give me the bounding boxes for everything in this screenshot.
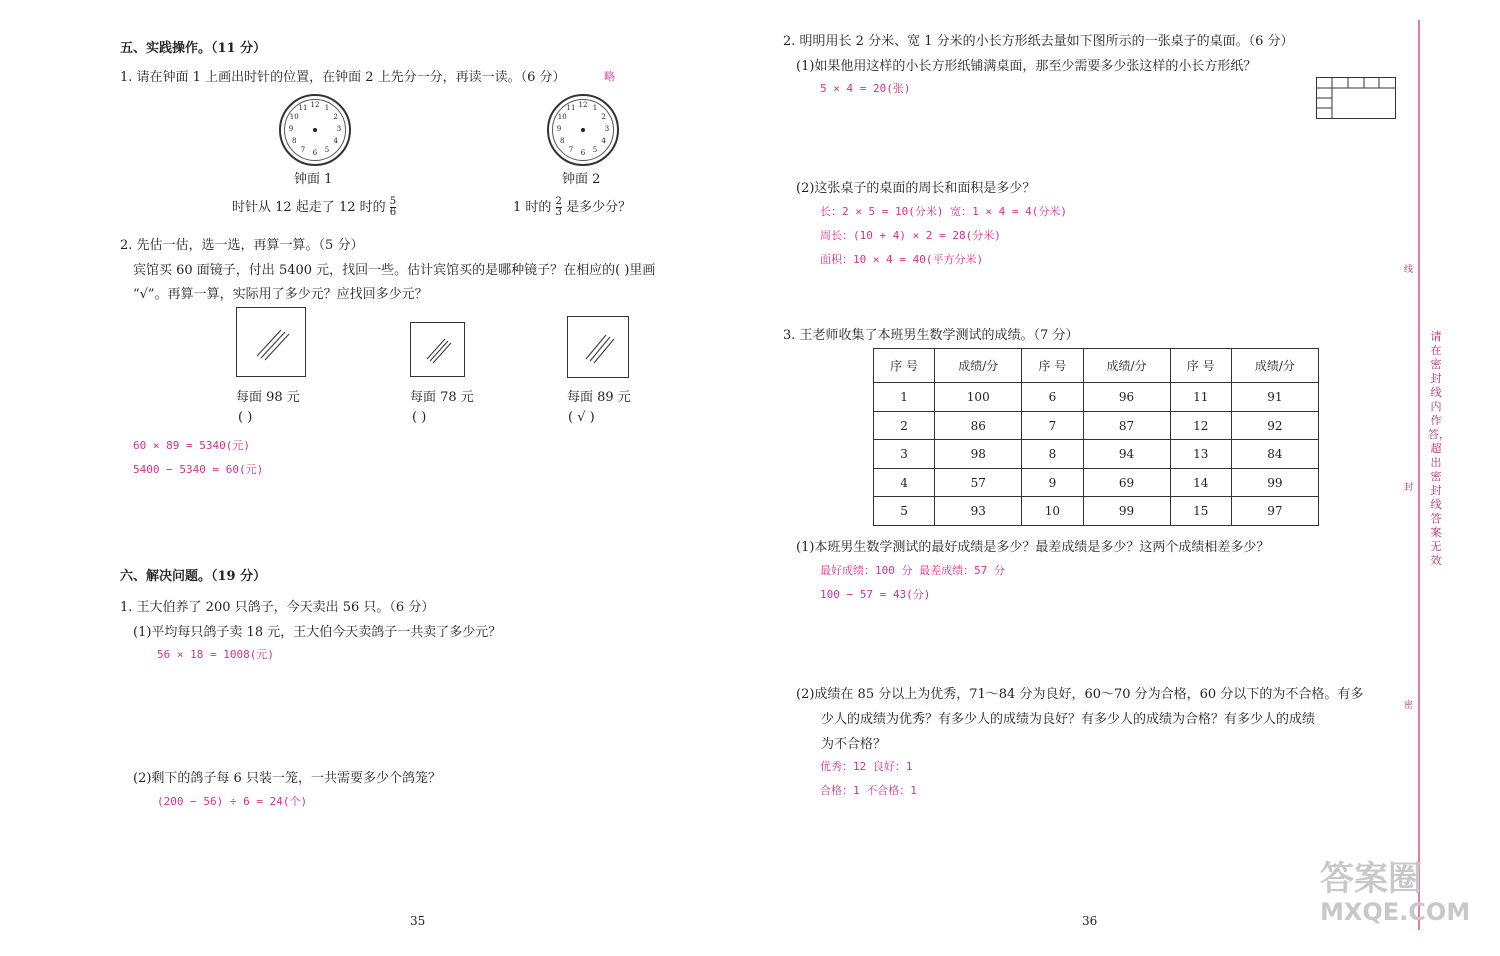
table-header-row (874, 349, 1319, 383)
clock-numeral: 10 (289, 113, 299, 121)
r-question3-text: 3. 王老师收集了本班男生数学测试的成绩。（7 分） (783, 328, 1079, 343)
clock2-caption: 1 时的 $\frac{2}{3}$ 是多少分？ (513, 196, 632, 218)
mirror-image-2 (410, 322, 465, 377)
r-question3-sub2-answer-1: 优秀：12 良好：1 (820, 760, 913, 773)
table-header: 序 号 (874, 349, 935, 383)
table-cell: 100 (935, 383, 1022, 412)
table-cell: 5 (874, 497, 935, 526)
clock-numeral: 2 (601, 113, 607, 121)
mirror-price-2: 每面 78 元 (410, 390, 474, 405)
clock-face-2 (547, 94, 619, 166)
mirror-price-1: 每面 98 元 (236, 390, 300, 405)
seal-mark-2: 封 (1404, 483, 1414, 493)
clock2-label: 钟面 2 (562, 172, 601, 187)
table-cell: 14 (1170, 468, 1231, 497)
table-cell: 2 (874, 411, 935, 440)
question1-text: 1. 请在钟面 1 上画出时针的位置，在钟面 2 上先分一分，再读一读。（6 分） (120, 70, 566, 85)
r-question3-sub2-line3: 为不合格？ (821, 737, 887, 752)
clock-numeral: 9 (556, 125, 562, 133)
table-cell: 6 (1022, 383, 1083, 412)
problem1-text: 1. 王大伯养了 200 只鸽子，今天卖出 56 只。（6 分） (120, 600, 435, 615)
r-question3-sub1-answer-2: 100 − 57 = 43(分) (820, 588, 931, 601)
clock-numeral: 3 (604, 125, 610, 133)
mirror-choice-3: ( √ ) (568, 410, 595, 425)
clock-numeral: 1 (324, 104, 330, 113)
table-row (874, 411, 1319, 440)
clock1-caption: 时针从 12 起走了 12 时的 $\frac{5}{6}$ (232, 196, 397, 218)
question2-answer-2: 5400 − 5340 = 60(元) (133, 463, 264, 476)
table-cell: 84 (1231, 440, 1318, 469)
table-row (874, 468, 1319, 497)
table-cell: 10 (1022, 497, 1083, 526)
r-question3-sub2-answer-2: 合格：1 不合格：1 (820, 784, 917, 797)
clock-numeral: 4 (601, 137, 607, 145)
r-question3-sub2-line2: 少人的成绩为优秀？有多少人的成绩为良好？有多少人的成绩为合格？有多少人的成绩 (821, 712, 1316, 727)
table-cell: 99 (1231, 468, 1318, 497)
r-question2-sub2: (2)这张桌子的桌面的周长和面积是多少？ (796, 181, 1036, 196)
table-cell: 69 (1083, 468, 1170, 497)
table-cell: 97 (1231, 497, 1318, 526)
fraction-denominator: 3 (555, 207, 562, 218)
clock-numeral: 1 (592, 104, 598, 113)
table-row (874, 440, 1319, 469)
r-question3-sub1: (1)本班男生数学测试的最好成绩是多少？最差成绩是多少？这两个成绩相差多少？ (796, 540, 1270, 555)
clock-numeral: 8 (291, 137, 297, 145)
fraction-denominator: 6 (389, 207, 397, 218)
table-header: 序 号 (1022, 349, 1083, 383)
clock-numeral: 7 (300, 145, 306, 154)
page-number-left: 35 (410, 914, 426, 928)
problem1-sub1-answer: 56 × 18 = 1008(元) (157, 648, 274, 661)
clock-numeral: 2 (333, 113, 339, 121)
table-cell: 1 (874, 383, 935, 412)
question2-line1: 宾馆买 60 面镜子，付出 5400 元，找回一些。估计宾馆买的是哪种镜子？在相应的( )里画 (133, 263, 656, 278)
question2-answer-1: 60 × 89 = 5340(元) (133, 439, 250, 452)
table-cell: 92 (1231, 411, 1318, 440)
table-cell: 86 (935, 411, 1022, 440)
clock-numeral: 5 (324, 145, 330, 154)
table-cell: 98 (935, 440, 1022, 469)
table-header: 成绩/分 (1083, 349, 1170, 383)
table-cell: 94 (1083, 440, 1170, 469)
problem1-sub1: (1)平均每只鸽子卖 18 元，王大伯今天卖鸽子一共卖了多少元？ (133, 625, 502, 640)
question2-line2: “√”。再算一算，实际用了多少元？应找回多少元？ (133, 287, 428, 302)
tabletop-grid-diagram (1316, 77, 1396, 119)
table-cell: 15 (1170, 497, 1231, 526)
table-cell: 96 (1083, 383, 1170, 412)
table-cell: 3 (874, 440, 935, 469)
section6-title: 六、解决问题。（19 分） (120, 569, 267, 584)
table-cell: 11 (1170, 383, 1231, 412)
clock-numeral: 6 (312, 149, 318, 157)
fraction-numerator: 5 (389, 196, 397, 207)
table-header: 成绩/分 (935, 349, 1022, 383)
r-question3-sub1-answer-1: 最好成绩：100 分 最差成绩：57 分 (820, 564, 1005, 577)
seal-mark-3: 密 (1404, 701, 1414, 711)
table-cell: 12 (1170, 411, 1231, 440)
mirror-price-3: 每面 89 元 (567, 390, 631, 405)
table-cell: 13 (1170, 440, 1231, 469)
table-header: 成绩/分 (1231, 349, 1318, 383)
r-question2-sub2-answer-1: 长：2 × 5 = 10(分米) 宽：1 × 4 = 4(分米) (820, 205, 1067, 218)
seal-line (1418, 20, 1420, 930)
table-cell: 7 (1022, 411, 1083, 440)
r-question2-sub2-answer-2: 周长：(10 + 4) × 2 = 28(分米) (820, 229, 1001, 242)
table-row (874, 383, 1319, 412)
seal-line-notice: 请在密封线内作答，超出密封线答案无效 (1428, 330, 1450, 567)
fraction-numerator: 2 (555, 196, 562, 207)
mirror-image-3 (567, 316, 629, 378)
mirror-choice-2: ( ) (412, 410, 427, 425)
clock-numeral: 12 (578, 101, 588, 109)
clock-numeral: 11 (566, 104, 576, 113)
table-cell: 8 (1022, 440, 1083, 469)
table-cell: 99 (1083, 497, 1170, 526)
mirror-image-1 (236, 307, 306, 377)
table-cell: 9 (1022, 468, 1083, 497)
table-cell: 87 (1083, 411, 1170, 440)
clock-numeral: 6 (580, 149, 586, 157)
table-header: 序 号 (1170, 349, 1231, 383)
r-question2-sub2-answer-3: 面积：10 × 4 = 40(平方分米) (820, 253, 984, 266)
clock-numeral: 5 (592, 145, 598, 154)
seal-mark-1: 线 (1404, 265, 1414, 275)
clock-numeral: 11 (298, 104, 308, 113)
r-question3-sub2-line1: (2)成绩在 85 分以上为优秀，71～84 分为良好，60～70 分为合格，60 分以下的为不合格。有多 (796, 687, 1364, 702)
score-table (873, 348, 1319, 526)
table-cell: 91 (1231, 383, 1318, 412)
clock-numeral: 4 (333, 137, 339, 145)
r-question2-sub1: (1)如果他用这样的小长方形纸铺满桌面，那至少需要多少张这样的小长方形纸？ (796, 59, 1257, 74)
mirror-choice-1: ( ) (238, 410, 253, 425)
clock1-label: 钟面 1 (294, 172, 333, 187)
clock-numeral: 8 (559, 137, 565, 145)
clock-numeral: 10 (557, 113, 567, 121)
r-question2-sub1-answer: 5 × 4 = 20(张) (820, 82, 911, 95)
clock-numeral: 9 (288, 125, 294, 133)
table-row (874, 497, 1319, 526)
problem1-sub2-answer: (200 − 56) ÷ 6 = 24(个) (157, 795, 308, 808)
table-cell: 93 (935, 497, 1022, 526)
problem1-sub2: (2)剩下的鸽子每 6 只装一笼，一共需要多少个鸽笼？ (133, 771, 441, 786)
r-question2-text: 2. 明明用长 2 分米、宽 1 分米的小长方形纸去量如下图所示的一张桌子的桌面。（6 分） (783, 34, 1294, 49)
clock-numeral: 12 (310, 101, 320, 109)
clock-face-1 (279, 94, 351, 166)
question2-text: 2. 先估一估，选一选，再算一算。（5 分） (120, 238, 364, 253)
question1-answer: 略 (604, 70, 615, 83)
table-cell: 57 (935, 468, 1022, 497)
page-number-right: 36 (1082, 914, 1098, 928)
clock-numeral: 7 (568, 145, 574, 154)
section5-title: 五、实践操作。（11 分） (120, 41, 267, 56)
watermark-logo: 答案圈 MXQE.COM (1320, 859, 1471, 926)
table-cell: 4 (874, 468, 935, 497)
clock-numeral: 3 (336, 125, 342, 133)
